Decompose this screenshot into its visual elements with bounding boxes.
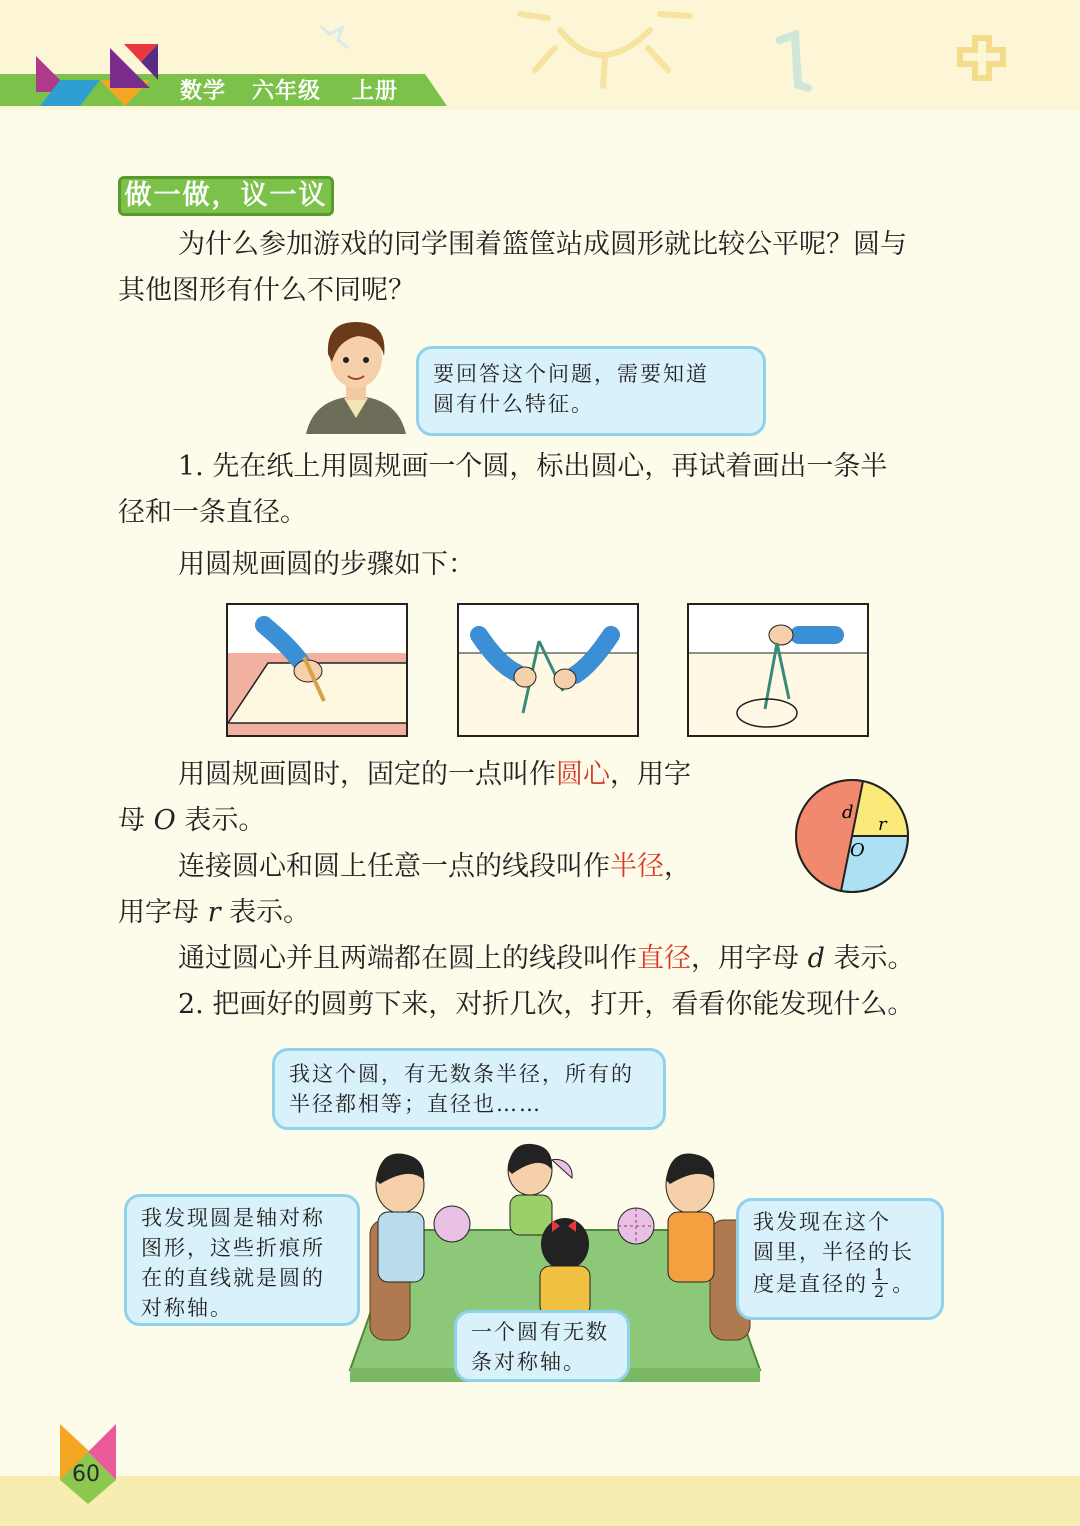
speech-bubble-left (124, 1194, 360, 1326)
definition-center-line-2 (118, 798, 265, 844)
fraction-denominator: 2 (874, 1282, 887, 1301)
bubble-left-line-3: 在的直线就是圆的 (141, 1266, 325, 1290)
definition-radius-line-2 (118, 890, 310, 936)
diameter-text-c: 表示。 (824, 943, 915, 974)
teacher-speech-bubble (416, 346, 766, 436)
label-o: O (850, 840, 865, 861)
bubble-left-line-2: 图形，这些折痕所 (141, 1236, 325, 1260)
radius-text-b: ， (664, 851, 691, 882)
teacher-bubble-line-1: 要回答这个问题，需要知道 (433, 362, 709, 386)
page-number: 60 (72, 1462, 100, 1487)
radius-text-a: 连接圆心和圆上任意一点的线段叫作 (178, 851, 610, 882)
footer-band (0, 1476, 1080, 1526)
step1-line-1: 1. 先在纸上用圆规画一个圆，标出圆心，再试着画出一条半 (178, 451, 888, 482)
header-subject: 数学 (180, 79, 227, 104)
compass-step-3-panel (687, 603, 869, 737)
center-text-a: 用圆规画圆时，固定的一点叫作 (178, 759, 556, 790)
intro-line-1: 为什么参加游戏的同学围着篮筐站成圆形就比较公平呢？圆与 (178, 229, 907, 260)
speech-bubble-bottom (454, 1310, 630, 1382)
bubble-right-line-1: 我发现在这个 (753, 1210, 891, 1234)
teacher-illustration (306, 314, 406, 434)
definition-diameter-line (178, 936, 914, 982)
speech-bubble-top (272, 1048, 666, 1130)
header-grade: 六年级 (252, 79, 322, 104)
label-d: d (842, 802, 854, 823)
bubble-right-line-2: 圆里，半径的长 (753, 1240, 914, 1264)
paper-semicircle (552, 1159, 572, 1178)
bubble-top-line-2: 半径都相等；直径也…… (289, 1092, 542, 1116)
compass-step-3-illustration (689, 605, 869, 737)
step1-line-2: 径和一条直径。 (118, 497, 307, 528)
label-r: r (878, 814, 887, 835)
letter-d: d (807, 943, 825, 974)
bubble-bottom-line-2: 条对称轴。 (471, 1350, 586, 1374)
teacher-bubble-line-2: 圆有什么特征。 (433, 392, 594, 416)
diameter-text-a: 通过圆心并且两端都在圆上的线段叫作 (178, 943, 637, 974)
center-line2-b: 表示。 (175, 805, 266, 836)
definition-center-line-1 (178, 752, 691, 798)
definition-radius-line-1 (178, 844, 691, 890)
intro-line-2: 其他图形有什么不同呢？ (118, 275, 415, 306)
header-volume: 上册 (352, 79, 399, 104)
paper-circle-left (434, 1206, 470, 1242)
letter-o: O (153, 805, 176, 836)
bubble-right-end: 。 (892, 1271, 916, 1296)
compass-step-2-illustration (459, 605, 639, 737)
compass-step-1-panel (226, 603, 408, 737)
header-banner (0, 0, 1080, 110)
section-tag: 做一做，议一议 (118, 176, 334, 216)
step2-text: 2. 把画好的圆剪下来，对折几次，打开，看看你能发现什么。 (178, 989, 915, 1020)
center-line2-a: 母 (118, 805, 154, 836)
bubble-right-line-3 (753, 1267, 927, 1300)
term-center: 圆心 (556, 759, 610, 790)
center-text-b: ，用字 (610, 759, 691, 790)
term-diameter: 直径 (637, 943, 691, 974)
compass-step-1-illustration (228, 605, 408, 737)
bubble-left-line-4: 对称轴。 (141, 1296, 233, 1320)
circle-diagram (792, 776, 912, 896)
bubble-bottom-line-1: 一个圆有无数 (471, 1320, 609, 1344)
fraction-numerator: 1 (874, 1265, 887, 1284)
bubble-top-line-1: 我这个圆，有无数条半径，所有的 (289, 1062, 634, 1086)
term-radius: 半径 (610, 851, 664, 882)
speech-bubble-right (736, 1198, 944, 1320)
radius-line2-b: 表示。 (220, 897, 311, 928)
compass-step-2-panel (457, 603, 639, 737)
radius-line2-a: 用字母 (118, 897, 208, 928)
bubble-left-line-1: 我发现圆是轴对称 (141, 1206, 325, 1230)
steps-intro: 用圆规画圆的步骤如下： (178, 549, 475, 580)
letter-r: r (207, 897, 221, 928)
fraction-one-half (872, 1267, 888, 1300)
bubble-right-line-3-text: 度是直径的 (753, 1271, 868, 1296)
diameter-text-b: ，用字母 (691, 943, 808, 974)
